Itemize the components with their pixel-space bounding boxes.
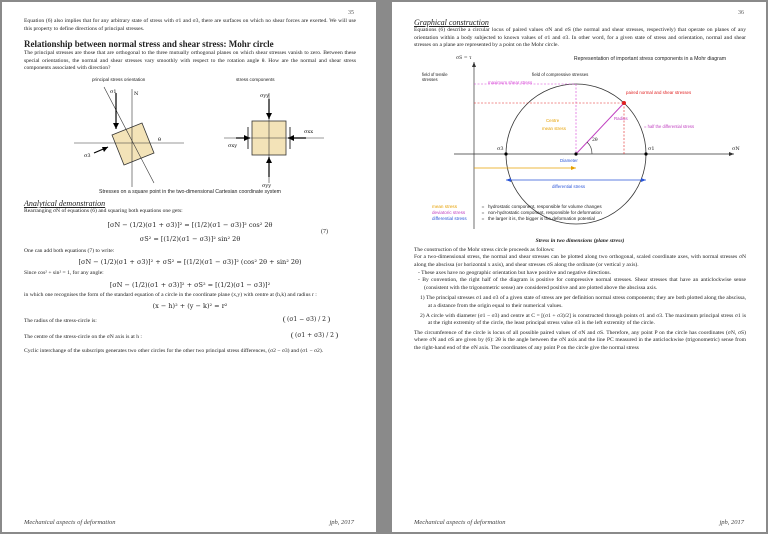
- right-page: [392, 2, 766, 532]
- add-text: One can add both equations (7) to write:: [24, 247, 115, 254]
- radius-text: The radius of the stress-circle is:: [24, 318, 97, 325]
- sigma3-label: σ3: [497, 145, 504, 152]
- field-tensile: field of tensile stresses: [422, 71, 448, 82]
- fig-label-right: stress components: [236, 76, 275, 82]
- svg-text:σyy: σyy: [262, 182, 272, 189]
- footer-author: jpb, 2017: [329, 519, 354, 526]
- svg-text:σ1: σ1: [110, 88, 117, 95]
- analytical-heading: Analytical demonstration: [24, 198, 106, 208]
- legend-key: mean stress: [432, 203, 458, 209]
- svg-text:σyy: σyy: [260, 92, 270, 99]
- footer-title: Mechanical aspects of deformation: [24, 519, 116, 526]
- diameter-label: Diameter: [560, 157, 578, 163]
- paired-label: paired normal and shear stresses: [626, 89, 692, 95]
- graphical-intro: Equations (6) describe a circular locus of paired values σN and σS (the normal and shear stresses, respectively) that operate on planes of any orientation within a body subjected to known values of σ1 and σ3. In other word, for a given state of stress and orientation, normal and shear stresses on a plane are represented by a point on the Mohr circle.: [414, 27, 746, 49]
- page-number: 36: [738, 10, 744, 16]
- svg-text:σ3: σ3: [84, 152, 91, 159]
- equation-2: σS² = [(1/2)(σ1 − σ3)]² sin² 2θ: [139, 234, 241, 243]
- legend-row: mean stress = hydrostatic component, responsible for volume changes: [432, 203, 602, 209]
- equation-number: (7): [321, 228, 328, 235]
- equation-5: (x − h)² + (y − k)² = r²: [152, 302, 228, 311]
- radius-value: (σ1 − σ3) / 2: [283, 316, 330, 323]
- stress-figure: [24, 77, 356, 187]
- rearranging-text: Rearranging σN of equations (6) and squaring both equations one gets:: [24, 207, 183, 214]
- diff-half-label: = half the differential stress: [644, 123, 695, 129]
- equation-1: [σN − (1/2)(σ1 + σ3)]² = [(1/2)(σ1 − σ3)]² cos² 2θ: [107, 220, 273, 229]
- cyclic-text: Cyclic interchange of the subscripts generates two other circles for the other two principal stress differences, (σ2 − σ3) and (σ1 − σ2).: [24, 347, 324, 354]
- page-number: 35: [348, 10, 354, 16]
- legend-row: differential stress = the larger it is, the bigger is the deformation potential: [432, 215, 595, 221]
- mean-label: mean stress: [542, 125, 566, 131]
- stress-diagram: [24, 83, 354, 191]
- centre-label: Centre: [546, 117, 560, 123]
- figure-caption: Stresses on a square point in the two-dimensional Cartesian coordinate system: [99, 188, 281, 195]
- principal-paragraph: The principal stresses are those that are orthogonal to the three mutually orthogonal planes on which shear stresses vanish to zero. Between these special orientations, the normal and shear stresses vary smoothly with respect to the rotation angle θ. How are the normal and shear stress components associated with direction?: [24, 50, 356, 72]
- centre-text: The centre of the stress-circle on the σN axis is at h :: [24, 333, 142, 340]
- left-page: [2, 2, 376, 532]
- circumference-text: The circumference of the circle is locus of all possible paired values of σN and σS. Therefore, any point P on the circle has coordinates (σN, σS) where σN and σS are given by (6): 2θ is the angle between the σN axis and the line PC measured in the anticlockwise (trigonometric) sense from the right-hand end of the σN axis. The coordinates of any point P on the circle give the normal stress: [414, 329, 746, 351]
- diagram-legend: [432, 204, 732, 222]
- footer-author: jpb, 2017: [719, 519, 744, 526]
- step-item: 2) A circle with diameter (σ1 − σ3) and centre at C = [(σ1 + σ3)/2] is constructed through points σ1 and σ3. The maximum principal stress σ1 is at the right extremity of the circle, the least principal stress value σ3 is the left extremity of the circle.: [420, 312, 746, 327]
- equation-4: [σN − (1/2)(σ1 + σ3)]² + σS² = [(1/2)(σ1 − σ3)]²: [109, 280, 271, 289]
- construction-text-2: For a two-dimensional stress, the normal and shear stresses can be plotted along two orthogonal, scaled coordinate axes, with normal stresses σN along the abscissa (or horizontal x axis), and shear stresses σS along the ordinate (or vertical y axis).: [414, 254, 746, 268]
- legend-value: non-hydrostatic component, responsible for deformation: [488, 209, 602, 215]
- since-text: Since cos² + sin² = 1, for any angle:: [24, 270, 104, 277]
- field-compressive: field of compressive stresses: [532, 71, 589, 77]
- section-heading: Relationship between normal stress and shear stress: Mohr circle: [24, 39, 274, 50]
- graphical-heading: Graphical construction: [414, 18, 489, 27]
- axis-x-label: σN: [732, 145, 740, 152]
- construction-text-1: The construction of the Mohr stress circle proceeds as follows:: [414, 246, 555, 253]
- right-footer: [414, 519, 744, 526]
- bullet-item: - By convention, the right half of the diagram is positive for compressive normal stresses. Shear stresses that have an anticlockwise sense (consistent with the trigonometric sense) are considered positive and are plotted above the abscissa axis.: [418, 277, 746, 291]
- footer-title: Mechanical aspects of deformation: [414, 519, 506, 526]
- svg-text:θ: θ: [158, 136, 162, 143]
- svg-text:σxy: σxy: [228, 142, 238, 149]
- legend-key: differential stress: [432, 215, 467, 221]
- stress-components-sketch: [224, 93, 324, 189]
- mohr-diagram: [414, 54, 746, 234]
- equation-3: [σN − (1/2)(σ1 + σ3)]² + σS² = [(1/2)(σ1 − σ3)]² (cos² 2θ + sin² 2θ): [78, 258, 302, 267]
- diff-label: differential stress: [552, 183, 586, 189]
- sigma1-label: σ1: [648, 145, 655, 152]
- radius-label: Radius: [614, 115, 628, 121]
- fig-label-left: principal stress orientation: [92, 76, 146, 82]
- legend-value: hydrostatic component, responsible for volume changes: [488, 203, 602, 209]
- svg-text:σxx: σxx: [304, 128, 314, 135]
- max-shear-label: maximum shear stress: [488, 79, 533, 85]
- legend-key: deviatoric stress: [432, 209, 466, 215]
- centre-value: (σ1 + σ3) / 2: [291, 332, 338, 339]
- axis-y-label: σS = τ: [456, 55, 472, 61]
- svg-text:N: N: [134, 90, 139, 97]
- angle-label: 2θ: [592, 137, 598, 143]
- bullet-item: - These axes have no geographic orientation but have positive and negative directions.: [418, 269, 611, 276]
- legend-row: deviatoric stress = non-hydrostatic component, responsible for deformation: [432, 209, 602, 215]
- principal-orientation-sketch: [74, 87, 184, 187]
- diagram-title: Representation of important stress components in a Mohr diagram: [573, 55, 727, 62]
- intro-paragraph: Equation (6) also implies that for any arbitrary state of stress with σ1 and σ3, there are surfaces on which no shear forces are exerted. We will use this property to define directions of principal stresses.: [24, 18, 356, 32]
- step-item: 1) The principal stresses σ1 and σ3 of a given state of stress are per definition normal stress components; they are both plotted along the abscissa, at a distance from the origin equal to their numerical values.: [420, 295, 746, 309]
- recognise-text: in which one recognises the form of the standard equation of a circle in the coordinate plane (x,y) with centre at (h,k) and radius r :: [24, 291, 317, 298]
- legend-value: the larger it is, the bigger is the deformation potential: [488, 215, 595, 221]
- left-footer: [24, 519, 354, 526]
- plane-stress-subhead: Stress in two dimensions (plane stress): [535, 237, 625, 244]
